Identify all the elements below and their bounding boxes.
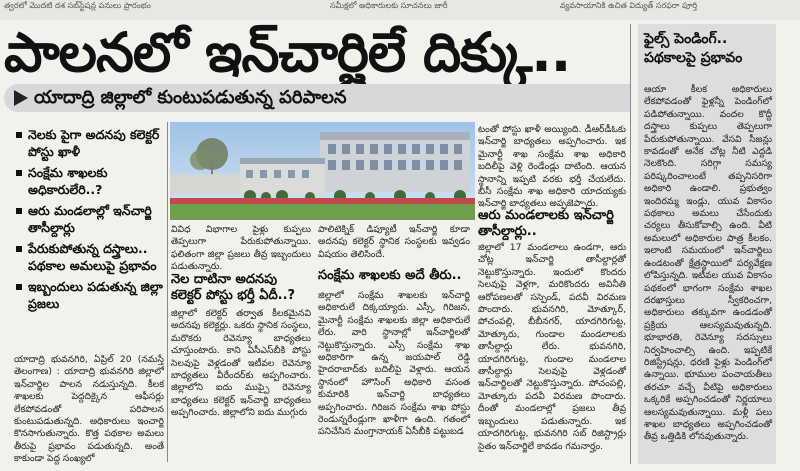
- col2-top-text: పాలిటెక్నిక్ డిప్యూటీ ఇన్‌చార్జి కూడా అదనపు కలెక్టర్ స్థానిక సంస్థలకు ఇవ్వడం విషయం తెలిసిందే.: [318, 224, 470, 260]
- col1-top-text: వివిధ విభాగాల పైళ్లు కుప్పలు తెప్పలుగా పేరుకుపోతున్నాయి. ఫలితంగా జిల్లా ప్రజలు తీవ్ర ఇబ్బందులు పడుతున్నారు.: [171, 224, 311, 273]
- highlight-item: సంక్షేమ శాఖలకు అధికారులేరి..?: [14, 164, 166, 198]
- top-strip-mid: సమీక్షలో అధికారులకు సూచనలు జారీ: [330, 1, 448, 10]
- col2-body: జిల్లాలో సంక్షేమ శాఖలకు ఇన్‌చార్జి అధికారులే దిక్కయ్యారు. ఎస్సీ, గిరిజన, మైనార్టీ సంక్షేమ శాఖలకు జిల్లా అధికారులే లేరు. వారి స్థానాల్లో ఇన్‌చార్జిలతో నెట్టుకొస్తున్నారు. ఎస్సీ సంక్షేమ శాఖ అధికారిగా ఉన్న జయపాల్ రెడ్డి హైదరాబాద్‌కు బదిలీపై వెళ్లారు. ఆయన స్థానంలో హౌసింగ్ అధికారి వసంత కుమారికి ఇన్‌చార్జి బాధ్యతలు అప్పగించారు. గిరిజన సంక్షేమ శాఖ పోస్టు రెండున్నరేండ్లుగా ఖాళీగా ఉంది. గతంలో పనిచేసిన మంగ్తానాయక్ ఏసీబీకి పట్టుబడ: [318, 290, 470, 438]
- col1-heading: నెల దాటినా అదనపు కలెక్టర్ పోస్టు భర్తీ ఏదీ..?: [171, 272, 296, 303]
- highlight-item: నెలకు పైగా అదనపు కలెక్టర్ పోస్టు ఖాళీ: [14, 126, 166, 160]
- sidebar-box: [638, 24, 776, 464]
- highlights-list: [14, 126, 166, 350]
- col3-top-text: టంతో పోస్టు ఖాళీ అయ్యింది. డీఆర్‌డీఓకు ఇన్‌చార్జి బాధ్యతలు అప్పగించారు. ఇక మైనార్టీ శాఖ సంక్షేమ శాఖ అధికారి బదిలీపై వెళ్లి రెండేండ్లు దాటింది. ఆయన స్థానాన్ని ఇప్పటి వరకు భర్తీ చేయలేదు. బీసీ సంక్షేమ శాఖ అధికారి యాదయ్యకు ఇన్‌చార్జి బాధ్యతలు అప్పజెప్పారు.: [478, 124, 626, 210]
- highlight-item: ఆరు మండలాల్లో ఇన్‌చార్జి తాసీల్దార్లు: [14, 202, 166, 236]
- headline: పాలనలో ఇన్‌చార్జిలే దిక్కు..: [4, 21, 571, 84]
- collectorate-photo: [170, 122, 475, 220]
- highlight-item: పేరుకుపోతున్న దస్త్రాలు.. పథకాల అమలుపై ప్రభావం: [14, 240, 166, 274]
- subheadline-band: [4, 84, 630, 112]
- lead-paragraph: యాదాద్రి భువనగిరి, ఏప్రిల్ 20 (నమస్తే తెలంగాణ) : యాదాద్రి భువనగిరి జిల్లాలో ఇన్‌చార్జిల పాలన నడుస్తున్నది. కీలక శాఖలకు పెద్దదిక్కైన ఆఫీసర్లు లేకపోవడంతో పరిపాలన కుంటుపడుతున్నది. అధికారులు ఇంచార్జి కొనసాగుతున్నారు. కొత్త పథకాల అమలు తీరుపై ప్రభావం పడుతున్నది. అంతే కాకుండా పెద్ద సంఖ్యలో: [14, 354, 164, 465]
- top-strip: [0, 0, 800, 20]
- sidebar-body: ఆయా కీలక అధికారులు లేకపోవడంతో ఫైళ్లన్నీ పెండింగ్‌లో పడిపోతున్నాయి. వందల కొద్దీ దస్త్రాలు కుప్పలు తెప్పలుగా పేరుకుపోతున్నాయి. వేసవి సీజన్లు కావడంతో అనేక చోట్ల నీటి ఎద్దడి నెలకొంది. సరిగ్గా సమస్య పరిష్కరించాలంటే తప్పనిసరిగా అధికారి ఉండాలి. ప్రభుత్వం ఇందిరమ్మ ఇండ్లు, యువ వికాసం పథకాలు అమలు చేసేందుకు చర్యలు తీసుకోవాల్సి ఉంది. వీటి అమలులో అధికారుల పాత్ర కీలకం. ఇలాంటి సమయంలో ఇన్‌చార్జిలు ఉండటంతో క్షేత్రస్థాయిలో పర్యవేక్షణ లోపిస్తున్నది. ఇటీవల యువ వికాసం పథకంలో భాగంగా సంక్షేమ శాఖల దరఖాస్తులు స్వీకరించగా, అధికారులు తక్కువగా ఉండడంతో ప్రక్రియ ఆలస్యమవుతున్నది. భూభారతి, రెవెన్యూ సదస్సులు నిర్వహించాల్సి ఉంది. ఇప్పటికే రిజిస్ట్రేషన్లు, ధరణి ఫైళ్లు పెండింగ్‌లో ఉన్నాయి. భూముల పంచాయతీలు తరచూ వచ్చే వీటిపై అధికారులు ఒక్కరికే అప్పగించడంతో నిర్ణయాలు ఆలస్యమవుతున్నాయి. మళ్లీ పలు శాఖల బాధ్యతలు అప్పగించడంతో తీవ్ర ఒత్తిడికి లోనవుతున్నారు.: [644, 84, 772, 443]
- column-rule: [630, 24, 631, 464]
- col3-heading: ఆరు మండలాలకు ఇన్‌చార్జి తాసీల్దార్లు..: [478, 208, 614, 239]
- top-strip-left: త్వరలో మొదటి దశ సబ్‌స్టేషన్ల పనులు ప్రారంభం: [4, 1, 151, 10]
- subheadline: యాదాద్రి జిల్లాలో కుంటుపడుతున్న పరిపాలన: [34, 87, 347, 108]
- col3-body: జిల్లాలో 17 మండలాలు ఉండగా, ఆరు చోట్ల ఇన్‌చార్జి తాసీల్దార్లతో నెట్టుకొస్తున్నారు. ఇందులో కొందరు సెలవుపై వెళ్లగా, మరికొందరు అవినీతి ఆరోపణలతో సస్పెండ్, పదవీ విరమణ పొందారు. భువనగిరి, మోత్కూర్, పోచంపల్లి, బీబీనగర్, యాదగిరిగుట్ట, మోత్కూరు, గుండాల మండలాలకు తాసీల్దార్లు లేరు. భువనగిరి, యాదగిరిగుట్ట, గుండాల మండలాల తాసీల్దార్లు సెలవుపై వెళ్లడంతో ఇన్‌చార్జిలతో నెట్టుకొస్తున్నారు. పోచంపల్లి, మోత్కూరు పదవీ విరమణ పొందారు. దీంతో మండలాల్లో ప్రజలు తీవ్ర ఇబ్బందులు పడుతున్నారు. ఇక యాదగిరిగుట్ట, భువనగిరి సబ్ రిజిస్ట్రార్లు సైతం ఇన్‌చార్జిలే కావడం గమనార్హం.: [478, 242, 626, 452]
- arrow-icon: [14, 90, 28, 106]
- column-rule: [167, 122, 168, 462]
- building-image: [170, 122, 475, 220]
- col2-heading: సంక్షేమ శాఖలకు అదే తీరు..: [318, 268, 462, 283]
- top-strip-right: వ్యవసాయానికి ఉచిత విద్యుత్ సరఫరా పూర్తి: [560, 1, 698, 10]
- sidebar-heading: ఫైల్స్ పెండింగ్.. పథకాలపై ప్రభావం: [644, 31, 743, 66]
- col1-body: జిల్లాలో కలెక్టర్ తర్వాత కీలకమైనవి అదనపు కలెక్టర్లు. ఒకరు స్థానిక సంస్థలు, మరొకరు రెవెన్యూ బాధ్యతలు చూస్తుంటారు. కాని ఏసీఎస్‌బీకి పోస్టు సెలవుపై వెళ్లడంతో ఇటీవల రెవెన్యూ బాధ్యతలు వీరేందర్‌కు అప్పగించారు. జిల్లాలోని ఐదు ముప్పై రెవెన్యూ బాధ్యతలు కలెక్టర్ ఇన్‌చార్జి బాధ్యతలు అప్పగించారు. జిల్లాలోని ఐదు ముగ్గురు: [171, 308, 311, 419]
- highlight-item: ఇబ్బందులు పడుతున్న జిల్లా ప్రజలు: [14, 278, 166, 312]
